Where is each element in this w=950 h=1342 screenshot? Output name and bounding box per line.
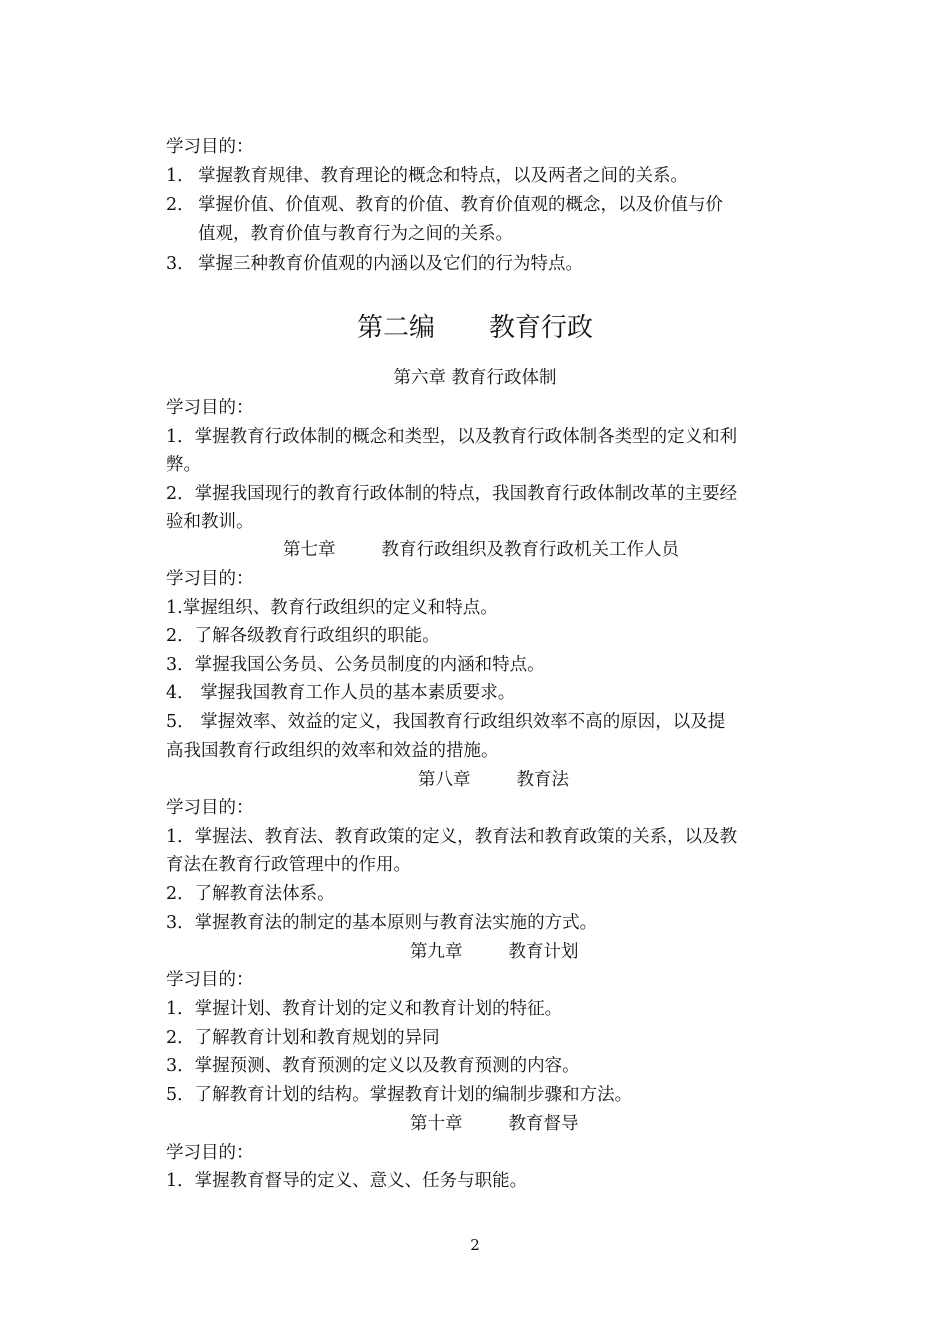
chapter-name: 教育计划 — [508, 942, 579, 962]
chapter-7-line-5: 5． 掌握效率、效益的定义，我国教育行政组织效率不高的原因，以及提 — [166, 712, 726, 732]
chapter-9-title — [410, 940, 579, 964]
item-text: 掌握三种教育价值观的内涵以及它们的行为特点。 — [198, 254, 583, 274]
section1-item-2 — [166, 193, 723, 217]
item-text: 掌握价值、价值观、教育的价值、教育价值观的概念，以及价值与价 — [198, 195, 723, 215]
section1-item-1 — [166, 164, 688, 188]
chapter-name: 教育行政组织及教育行政机关工作人员 — [381, 540, 679, 560]
chapter-8-line-3: 2．了解教育法体系。 — [166, 884, 335, 904]
chapter-6-heading: 学习目的： — [166, 398, 254, 418]
chapter-6-line-2: 弊。 — [166, 455, 201, 475]
chapter-7-line-2: 2．了解各级教育行政组织的职能。 — [166, 626, 440, 646]
item-number: 3． — [166, 254, 195, 274]
chapter-9-line-1: 1．掌握计划、教育计划的定义和教育计划的特征。 — [166, 999, 563, 1019]
chapter-9-line-3: 3．掌握预测、教育预测的定义以及教育预测的内容。 — [166, 1056, 580, 1076]
chapter-number: 第八章 — [418, 770, 471, 790]
part-title: 教育行政 — [489, 313, 594, 343]
chapter-number: 第九章 — [410, 942, 463, 962]
chapter-6-line-1: 1．掌握教育行政体制的概念和类型，以及教育行政体制各类型的定义和利 — [166, 427, 738, 447]
chapter-8-line-4: 3．掌握教育法的制定的基本原则与教育法实施的方式。 — [166, 913, 598, 933]
chapter-10-title — [410, 1112, 579, 1136]
chapter-9-line-2: 2．了解教育计划和教育规划的异同 — [166, 1028, 440, 1048]
chapter-7-line-4: 4． 掌握我国教育工作人员的基本素质要求。 — [166, 683, 516, 703]
chapter-6-title: 第六章 教育行政体制 — [393, 368, 557, 388]
chapter-number: 第十章 — [410, 1114, 463, 1134]
item-number: 2． — [166, 195, 195, 215]
chapter-7-heading: 学习目的： — [166, 569, 254, 589]
chapter-7-line-6: 高我国教育行政组织的效率和效益的措施。 — [166, 741, 499, 761]
page-number: 2 — [470, 1236, 480, 1254]
chapter-8-line-2: 育法在教育行政管理中的作用。 — [166, 855, 411, 875]
chapter-name: 教育法 — [516, 770, 569, 790]
section1-item-3 — [166, 252, 583, 276]
chapter-8-title — [418, 768, 569, 792]
chapter-7-line-3: 3．掌握我国公务员、公务员制度的内涵和特点。 — [166, 655, 545, 675]
section1-heading: 学习目的： — [166, 137, 254, 157]
chapter-8-line-1: 1．掌握法、教育法、教育政策的定义，教育法和教育政策的关系，以及教 — [166, 827, 738, 847]
chapter-10-heading: 学习目的： — [166, 1143, 254, 1163]
chapter-9-heading: 学习目的： — [166, 970, 254, 990]
part-heading — [0, 311, 950, 345]
chapter-10-line-1: 1．掌握教育督导的定义、意义、任务与职能。 — [166, 1171, 528, 1191]
chapter-7-line-1: 1.掌握组织、教育行政组织的定义和特点。 — [166, 598, 498, 618]
chapter-7-title — [283, 538, 679, 562]
chapter-number: 第七章 — [283, 540, 336, 560]
item-number: 1． — [166, 166, 195, 186]
chapter-6-line-4: 验和教训。 — [166, 512, 254, 532]
section1-item-2-cont: 值观，教育价值与教育行为之间的关系。 — [198, 224, 513, 244]
chapter-8-heading: 学习目的： — [166, 798, 254, 818]
chapter-name: 教育督导 — [508, 1114, 579, 1134]
chapter-6-line-3: 2．掌握我国现行的教育行政体制的特点，我国教育行政体制改革的主要经 — [166, 484, 738, 504]
part-number: 第二编 — [356, 313, 435, 343]
chapter-9-line-4: 5．了解教育计划的结构。掌握教育计划的编制步骤和方法。 — [166, 1085, 633, 1105]
item-text: 掌握教育规律、教育理论的概念和特点，以及两者之间的关系。 — [198, 166, 688, 186]
